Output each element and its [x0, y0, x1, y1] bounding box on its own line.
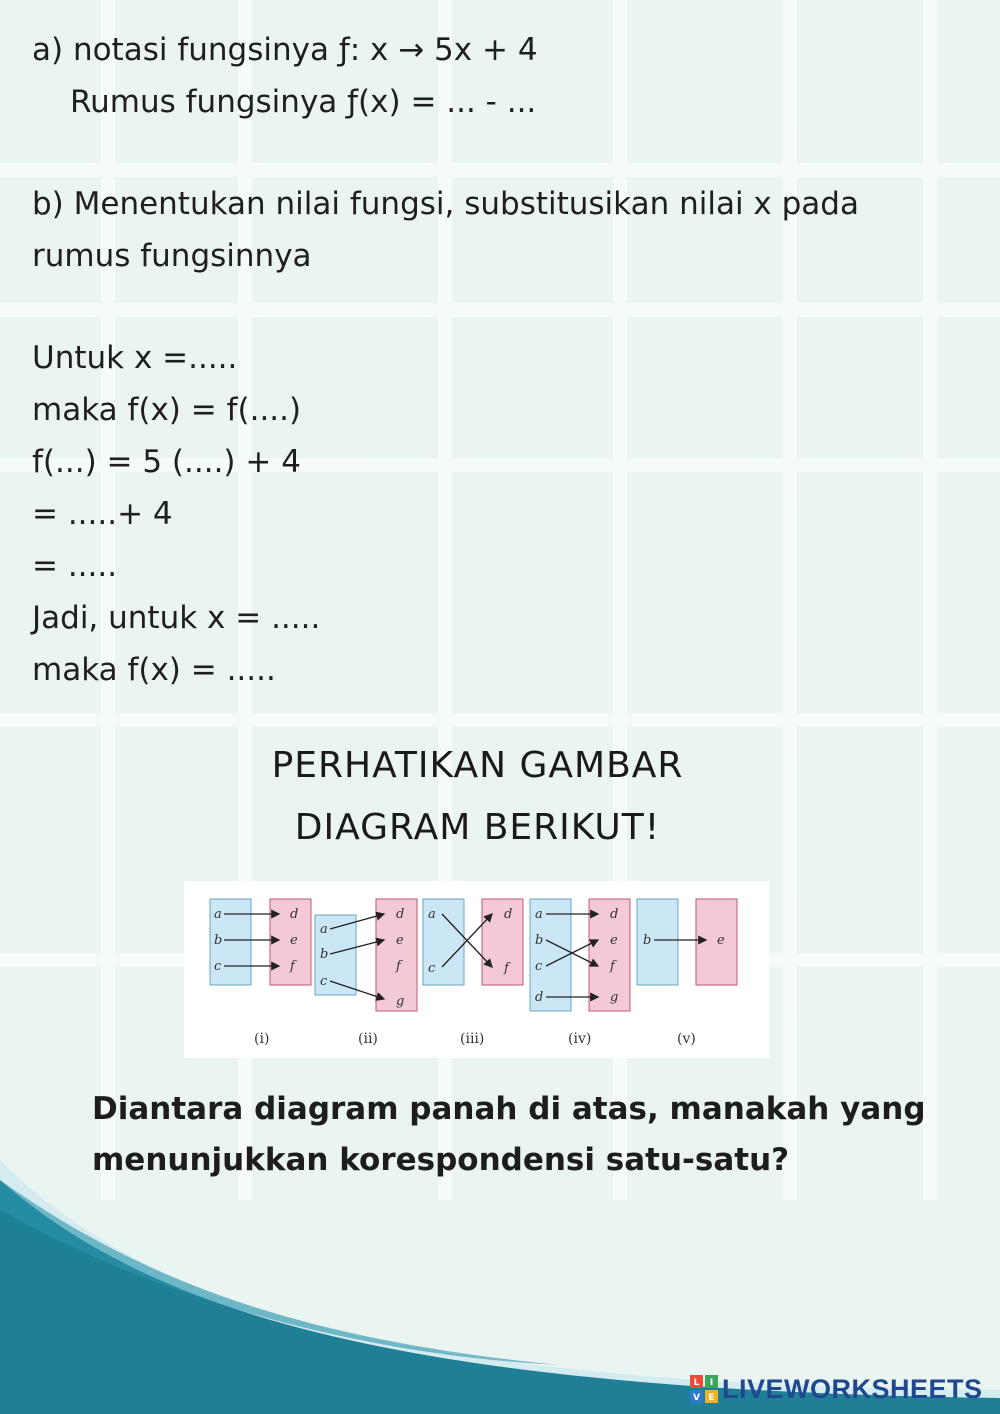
- domain-element: a: [428, 907, 436, 922]
- codomain-element: g: [396, 994, 405, 1009]
- liveworksheets-logo-icon: [690, 1375, 718, 1403]
- arrow-diagram-figure: [184, 881, 769, 1058]
- diagram-iii: [423, 899, 523, 1047]
- step-line: f(...) = 5 (....) + 4: [32, 444, 301, 480]
- codomain-element: e: [396, 933, 404, 948]
- section-b-line1: b) Menentukan nilai fungsi, substitusikan nilai x pada: [32, 186, 859, 222]
- diagram-ii: [315, 899, 417, 1047]
- step-line: Untuk x =.....: [32, 340, 238, 376]
- codomain-element: d: [610, 907, 619, 922]
- domain-element: b: [214, 933, 223, 948]
- arrow-diagram-svg: [184, 881, 769, 1058]
- codomain-element: e: [717, 933, 725, 948]
- step-line: = .....+ 4: [32, 496, 173, 532]
- codomain-element: d: [396, 907, 405, 922]
- diagram-label: (v): [677, 1031, 696, 1047]
- codomain-element: g: [610, 990, 619, 1005]
- codomain-element: e: [610, 933, 618, 948]
- svg-text:I: I: [709, 1378, 714, 1388]
- domain-element: a: [535, 907, 543, 922]
- codomain-element: d: [504, 907, 513, 922]
- codomain-element: f: [504, 961, 509, 976]
- svg-text:E: E: [708, 1393, 715, 1403]
- section-a-notation: a) notasi fungsinya ƒ: x → 5x + 4: [32, 32, 538, 68]
- diagram-label: (i): [254, 1031, 270, 1047]
- svg-text:V: V: [693, 1393, 700, 1403]
- diagram-v: [637, 899, 737, 1047]
- diagram-iv: [530, 899, 630, 1047]
- logo-text: LIVEWORKSHEETS: [722, 1373, 983, 1404]
- step-line: = .....: [32, 548, 118, 584]
- heading-line2: DIAGRAM BERIKUT!: [294, 807, 661, 848]
- domain-element: a: [214, 907, 222, 922]
- domain-element: c: [320, 974, 328, 989]
- domain-element: b: [643, 933, 652, 948]
- domain-element: a: [320, 922, 328, 937]
- heading-line1: PERHATIKAN GAMBAR: [271, 745, 684, 786]
- codomain-element: f: [396, 959, 401, 974]
- section-b-line2: rumus fungsinnya: [32, 238, 312, 274]
- step-line: Jadi, untuk x = .....: [32, 600, 321, 636]
- domain-element: c: [214, 959, 222, 974]
- domain-element: b: [535, 933, 544, 948]
- liveworksheets-logo: [690, 1374, 983, 1404]
- diagram-label: (ii): [358, 1031, 378, 1047]
- diagram-i: [210, 899, 311, 1047]
- svg-text:L: L: [693, 1378, 700, 1388]
- domain-element: d: [535, 990, 544, 1005]
- codomain-element: f: [290, 959, 295, 974]
- domain-element: c: [535, 959, 543, 974]
- codomain-element: e: [290, 933, 298, 948]
- question-text: Diantara diagram panah di atas, manakah yang menunjukkan korespondensi satu-satu?: [92, 1091, 926, 1178]
- domain-element: b: [320, 947, 329, 962]
- codomain-element: f: [610, 959, 615, 974]
- section-a-formula: Rumus fungsinya ƒ(x) = ... - ...: [70, 84, 537, 120]
- diagram-label: (iv): [568, 1031, 592, 1047]
- step-line: maka f(x) = .....: [32, 652, 276, 688]
- step-line: maka f(x) = f(....): [32, 392, 302, 428]
- domain-element: c: [428, 961, 436, 976]
- diagram-label: (iii): [460, 1031, 485, 1047]
- codomain-element: d: [290, 907, 299, 922]
